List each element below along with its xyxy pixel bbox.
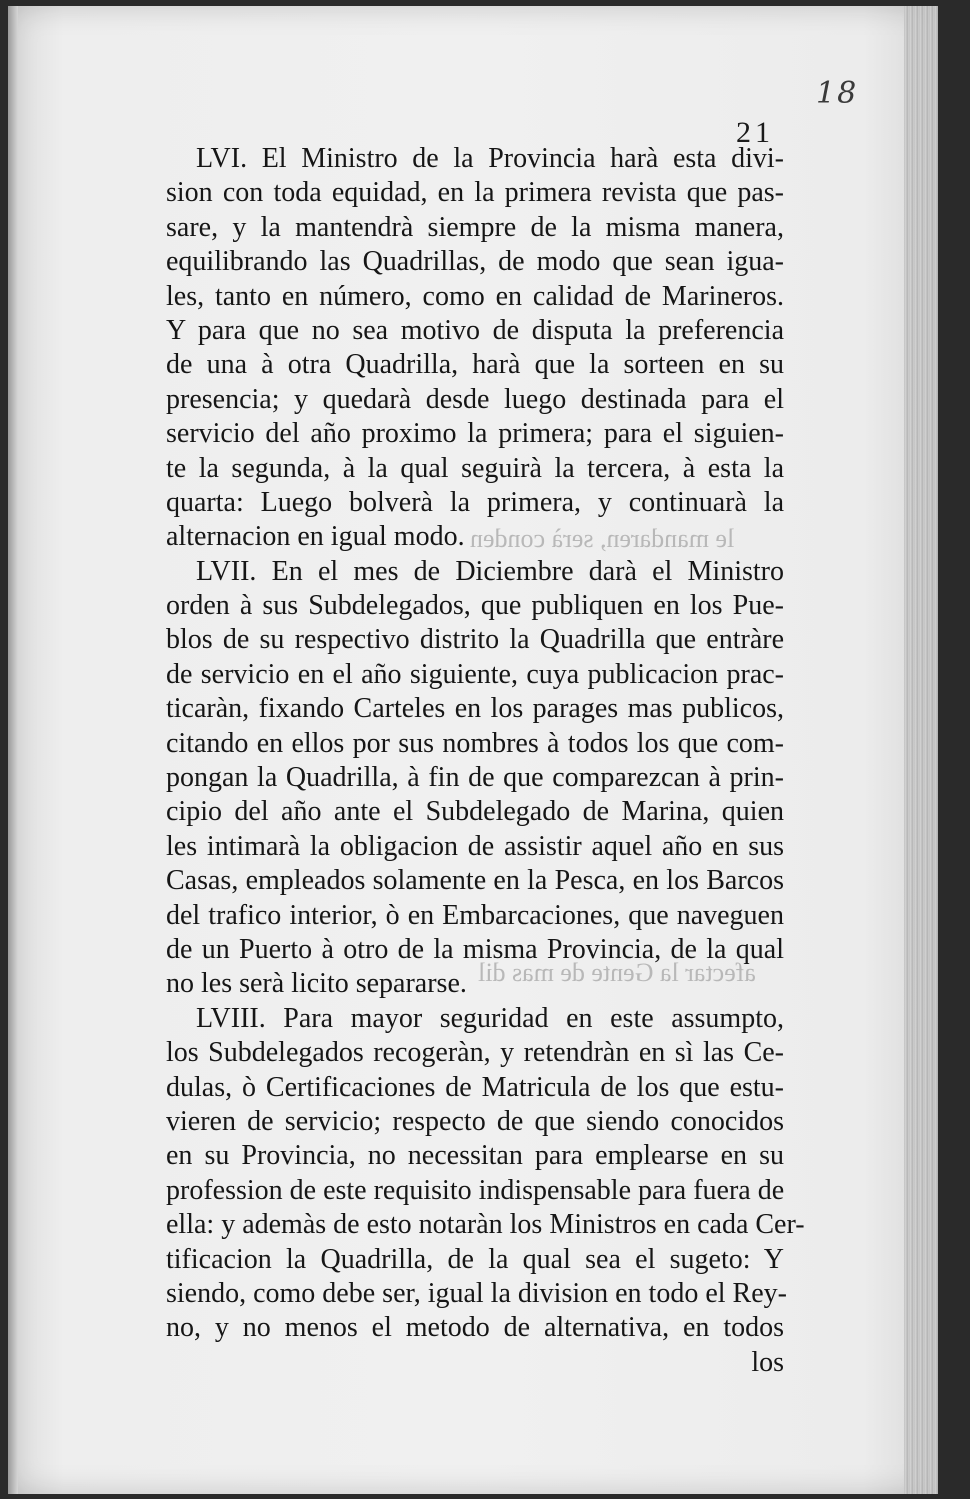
body-text (166, 142, 805, 1380)
text-line: vieren de servicio; respecto de que siendo conocidos (166, 1105, 784, 1137)
page-edge-leaves (904, 6, 938, 1494)
text-line: alternacion en igual modo. (166, 521, 465, 553)
page-number: 21 (736, 116, 774, 149)
text-line: tificacion la Quadrilla, de la qual sea el sugeto: Y (166, 1243, 784, 1275)
text-line: los Subdelegados recogeràn, y retendràn en sì las Ce- (166, 1037, 784, 1069)
text-line: de servicio en el año siguiente, cuya publicacion prac- (166, 658, 784, 690)
text-line: servicio del año proximo la primera; para el siguien- (166, 418, 784, 450)
text-line: LVIII. Para mayor seguridad en este assumpto, (196, 1002, 784, 1034)
text-line: pongan la Quadrilla, à fin de que comparezcan à prin- (166, 762, 784, 794)
text-line: Casas, empleados solamente en la Pesca, en los Barcos (166, 865, 784, 897)
text-line: ticaràn, fixando Carteles en los parages mas publicos, (166, 693, 784, 725)
text-line: equilibrando las Quadrillas, de modo que sean igua- (166, 246, 784, 278)
text-line: no, y no menos el metodo de alternativa, en todos (166, 1312, 784, 1344)
text-line: quarta: Luego bolverà la primera, y continuarà la (166, 486, 784, 518)
text-line: sare, y la mantendrà siempre de la misma manera, (166, 211, 784, 243)
text-line: les, tanto en número, como en calidad de Marineros. (166, 280, 784, 312)
show-through-text: le mandaren, serà conden (470, 524, 735, 553)
book-page (8, 6, 938, 1494)
text-line: orden à sus Subdelegados, que publiquen en los Pue- (166, 590, 784, 622)
handwritten-folio-number: 18 (816, 76, 859, 111)
catchword: los (751, 1346, 784, 1378)
page-gutter-shadow (8, 6, 18, 1494)
text-line: citando en ellos por sus nombres à todos los que com- (166, 727, 784, 759)
text-line: te la segunda, à la qual seguirà la tercera, à esta la (166, 452, 784, 484)
text-line: LVI. El Ministro de la Provincia harà esta divi- (196, 143, 784, 174)
text-line: les intimarà la obligacion de assistir aquel año en sus (166, 830, 784, 862)
text-line: ella: y ademàs de esto notaràn los Ministros en cada Cer- (166, 1209, 805, 1241)
text-line: cipio del año ante el Subdelegado de Marina, quien (166, 796, 784, 828)
text-line: siendo, como debe ser, igual la division en todo el Rey- (166, 1277, 787, 1309)
text-line: del trafico interior, ò en Embarcaciones, que naveguen (166, 899, 784, 931)
text-line: sion con toda equidad, en la primera revista que pas- (166, 177, 784, 209)
text-line: de un Puerto à otro de la misma Provincia, de la qual (166, 933, 784, 965)
text-line: de una à otra Quadrilla, harà que la sorteen en su (166, 349, 784, 381)
text-line: en su Provincia, no necessitan para emplearse en su (166, 1140, 784, 1172)
show-through-text: afectar la Gente de mas dil (478, 958, 756, 987)
text-line: Y para que no sea motivo de disputa la preferencia (166, 314, 784, 346)
text-line: LVII. En el mes de Diciembre darà el Ministro (196, 555, 784, 587)
text-line: profession de este requisito indispensable para fuera de (166, 1174, 785, 1206)
text-line: no les serà licito separarse. (166, 968, 467, 1000)
text-line: presencia; y quedarà desde luego destinada para el (166, 383, 784, 415)
text-line: blos de su respectivo distrito la Quadrilla que entràre (166, 624, 784, 656)
text-line: dulas, ò Certificaciones de Matricula de los que estu- (166, 1071, 784, 1103)
